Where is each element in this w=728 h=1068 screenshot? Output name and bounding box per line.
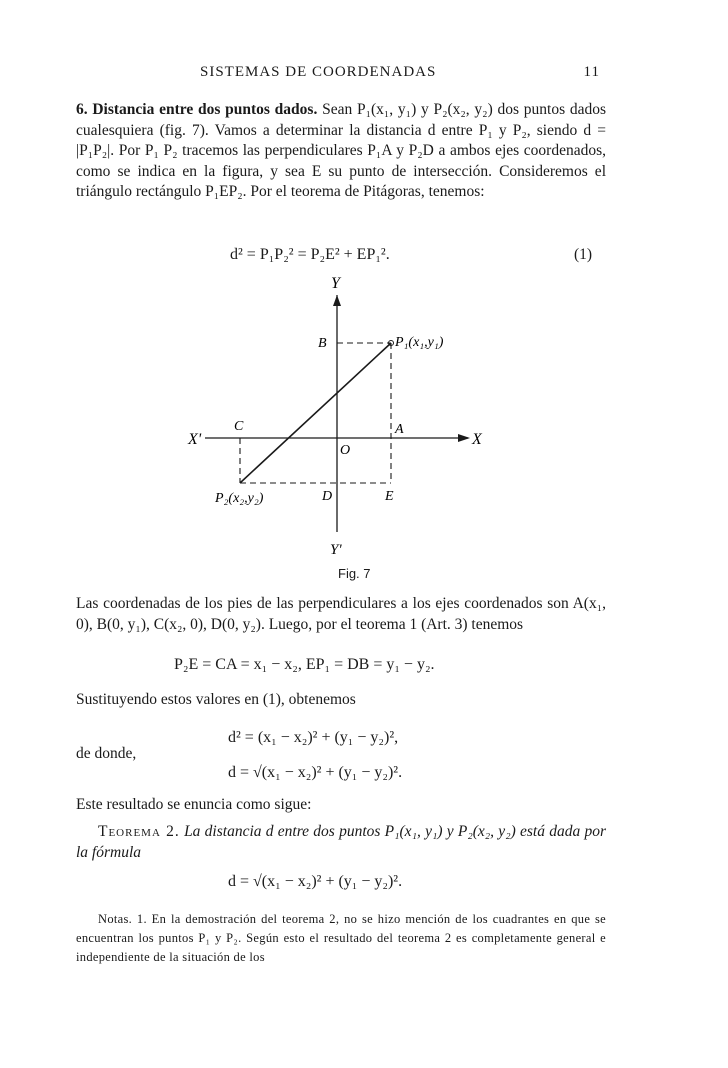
- label-b: B: [318, 336, 327, 351]
- label-x-prime: X': [188, 431, 202, 448]
- label-d: D: [322, 489, 333, 504]
- de-donde: de donde,: [76, 745, 137, 762]
- paragraph-3: Sustituyendo estos valores en (1), obtenemos: [76, 691, 356, 708]
- theorem-label: Teorema 2.: [98, 823, 180, 840]
- paragraph-2: Las coordenadas de los pies de las perpendiculares a los ejes coordenados son A(x₁, 0), B(0, y₁), C(x₂, 0), D(0, y₂). Luego, por el teorema 1 (Art. 3) tenemos: [76, 595, 606, 633]
- equation-1-number: (1): [574, 246, 593, 263]
- x-axis-arrow: [458, 434, 470, 442]
- segment-p1p2: [240, 343, 391, 483]
- label-p1: P₁(x₁,y₁): [395, 335, 444, 350]
- y-axis-arrow: [333, 295, 341, 306]
- label-y: Y: [331, 275, 340, 292]
- label-o: O: [340, 443, 351, 458]
- section-heading: 6. Distancia entre dos puntos dados.: [76, 101, 318, 118]
- header-title: SISTEMAS DE COORDENADAS: [200, 64, 437, 80]
- equation-4: d = √(x₁ − x₂)² + (y₁ − y₂)².: [228, 764, 403, 781]
- theorem-text: La distancia d entre dos puntos P₁(x₁, y₁) y P₂(x₂, y₂) está dada por la fórmula: [76, 823, 606, 861]
- equation-1: d² = P₁P₂² = P₂E² + EP₁².: [230, 246, 390, 263]
- label-a: A: [395, 422, 404, 437]
- section-6: [76, 100, 606, 203]
- equation-3: d² = (x₁ − x₂)² + (y₁ − y₂)²,: [228, 729, 399, 746]
- label-y-prime: Y': [330, 542, 342, 558]
- equation-5: d = √(x₁ − x₂)² + (y₁ − y₂)².: [228, 873, 403, 890]
- page-number: 11: [583, 64, 600, 80]
- theorem-2: [76, 822, 606, 863]
- figure-7: [170, 270, 530, 560]
- section-paragraph: Sean P₁(x₁, y₁) y P₂(x₂, y₂) dos puntos dados cualesquiera (fig. 7). Vamos a determinar la distancia d entre P₁ y P₂, siendo d = |P₁P₂|. Por P₁ P₂ tracemos las perpendiculares P₁A y P₂D a ambos ejes coordenados, como se indica en la figura, y sea E su punto de intersección. Consideremos el triángulo rectángulo P₁EP₂. Por el teorema de Pitágoras, tenemos:: [76, 101, 607, 200]
- figure-caption: Fig. 7: [338, 566, 371, 581]
- label-x: X: [472, 431, 482, 448]
- equation-2: P₂E = CA = x₁ − x₂, EP₁ = DB = y₁ − y₂.: [174, 656, 435, 673]
- paragraph-4: Este resultado se enuncia como sigue:: [76, 796, 312, 813]
- label-e: E: [385, 489, 394, 504]
- label-c: C: [234, 419, 244, 434]
- notes: Notas. 1. En la demostración del teorema 2, no se hizo mención de los cuadrantes en que se encuentran los puntos P₁ y P₂. Según esto el resultado del teorema 2 es completamente general e independiente de la situación de los: [76, 912, 606, 964]
- label-p2: P₂(x₂,y₂): [215, 491, 264, 506]
